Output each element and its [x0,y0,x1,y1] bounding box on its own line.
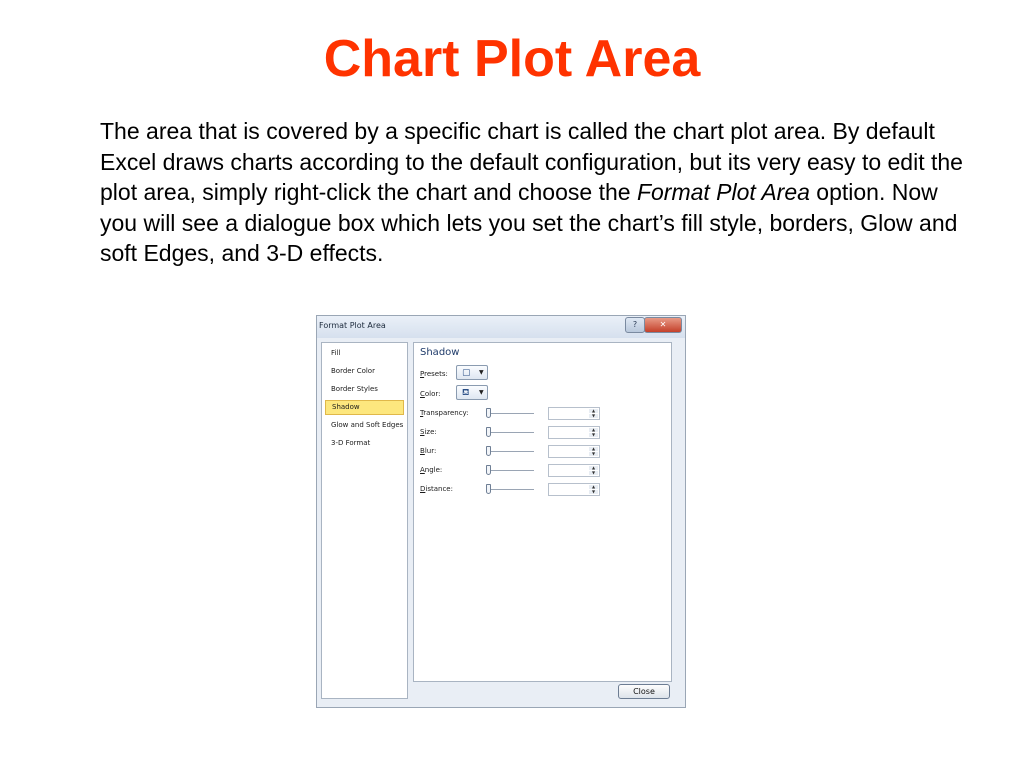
distance-spinner[interactable] [548,483,600,496]
angle-slider-thumb[interactable] [486,465,491,475]
blur-spinner[interactable] [548,445,600,458]
spin-down-icon[interactable]: ▼ [589,490,598,494]
spin-down-icon[interactable]: ▼ [589,433,598,437]
chevron-down-icon: ▼ [479,369,484,376]
size-slider-thumb[interactable] [486,427,491,437]
blur-slider-track[interactable] [486,451,534,452]
slide-title: Chart Plot Area [323,30,701,88]
spin-down-icon[interactable]: ▼ [589,452,598,456]
angle-slider-track[interactable] [486,470,534,471]
transparency-label: Transparency: [420,409,469,417]
spin-up-icon[interactable]: ▲ [589,409,598,413]
close-icon[interactable]: ✕ [644,317,682,333]
paragraph-emphasis: Format Plot Area [636,179,810,205]
help-button[interactable]: ? [625,317,645,333]
distance-slider-thumb[interactable] [486,484,491,494]
category-item-shadow[interactable]: Shadow [325,400,404,415]
category-item-fill[interactable]: Fill [331,349,341,357]
paint-bucket-icon: ⛾ [462,388,470,398]
color-label: Color: [420,390,441,398]
paragraph-text-start: The area that is covered by a specific chart is called the chart plot area. By default Excel draws charts according to the default configuration, but its very easy to edit the plot area, simply right-click the chart and choose the [100,118,963,205]
spin-down-icon[interactable]: ▼ [589,414,598,418]
format-plot-area-dialog [316,315,686,708]
spin-down-icon[interactable]: ▼ [589,471,598,475]
color-dropdown[interactable] [456,385,488,400]
section-heading: Shadow [420,347,460,358]
chevron-down-icon: ▼ [479,389,484,396]
category-item-border-color[interactable]: Border Color [331,367,375,375]
transparency-slider-thumb[interactable] [486,408,491,418]
dialog-title: Format Plot Area [319,321,386,330]
size-slider-track[interactable] [486,432,534,433]
transparency-spinner[interactable] [548,407,600,420]
blur-slider-thumb[interactable] [486,446,491,456]
angle-spinner[interactable] [548,464,600,477]
body-paragraph [100,116,970,269]
angle-label: Angle: [420,466,443,474]
paragraph-text-end: option. Now you will see a dialogue box which lets you set the chart’s fill style, borders, Glow and soft Edges, and 3-D effects. [100,179,958,266]
category-item-glow-soft-edges[interactable]: Glow and Soft Edges [331,421,404,429]
shadow-settings-panel [413,342,672,682]
presets-label: Presets: [420,370,448,378]
category-item-3d-format[interactable]: 3-D Format [331,439,371,447]
category-list [321,342,408,699]
size-spinner[interactable] [548,426,600,439]
transparency-slider-track[interactable] [486,413,534,414]
spin-up-icon[interactable]: ▲ [589,466,598,470]
category-item-border-styles[interactable]: Border Styles [331,385,378,393]
dialog-titlebar[interactable] [317,316,685,338]
size-label: Size: [420,428,437,436]
distance-label: Distance: [420,485,453,493]
square-preset-icon: ▢ [462,368,471,378]
spin-up-icon[interactable]: ▲ [589,485,598,489]
close-button[interactable]: Close [618,684,670,699]
blur-label: Blur: [420,447,437,455]
spin-up-icon[interactable]: ▲ [589,428,598,432]
spin-up-icon[interactable]: ▲ [589,447,598,451]
presets-dropdown[interactable] [456,365,488,380]
distance-slider-track[interactable] [486,489,534,490]
